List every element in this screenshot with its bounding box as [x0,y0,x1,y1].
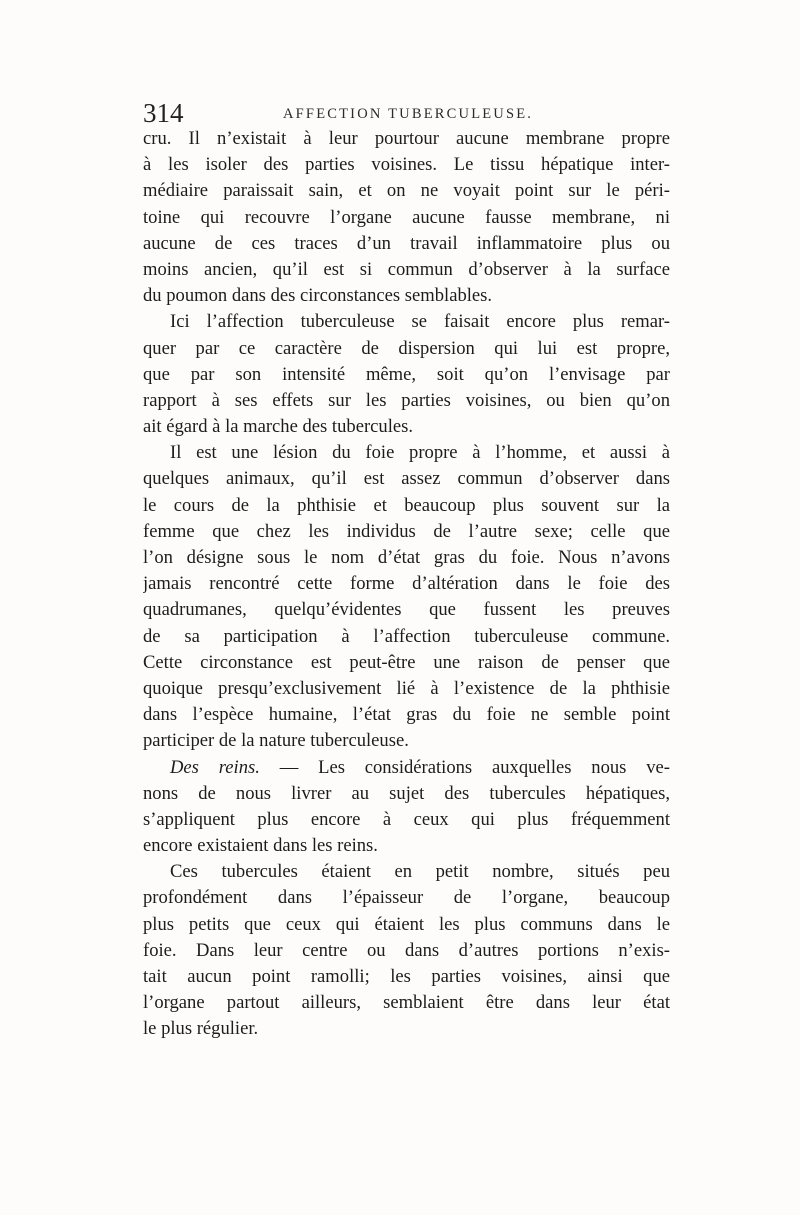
text-line: encore existaient dans les reins. [143,835,378,857]
text-line: rapport à ses effets sur les parties voisines, ou bien qu’on [143,389,670,411]
text-line: foie. Dans leur centre ou dans d’autres portions n’exis- [143,939,670,961]
text-line: Ici l’affection tuberculeuse se faisait encore plus remar- [170,311,670,333]
text-line: que par son intensité même, soit qu’on l’envisage par [143,363,670,385]
text-line: du poumon dans des circonstances semblables. [143,285,493,307]
text-line: Cette circonstance est peut-être une raison de penser que [143,651,670,673]
text-line: Ces tubercules étaient en petit nombre, situés peu [170,861,670,883]
text-line: tait aucun point ramolli; les parties voisines, ainsi que [143,966,670,987]
text-line: cru. Il n’existait à leur pourtour aucune membrane propre [143,128,670,149]
text-line: quelques animaux, qu’il est assez commun d’observer dans [143,468,670,490]
running-head: AFFECTION TUBERCULEUSE. [283,106,534,122]
text-segment: — Les considérations auxquelles nous ve- [279,756,670,778]
text-line: le cours de la phthisie et beaucoup plus souvent sur la [143,494,670,516]
text-line: profondément dans l’épaisseur de l’organe, beaucoup [143,887,670,909]
text-line: jamais rencontré cette forme d’altération dans le foie des [143,573,670,595]
text-line: l’on désigne sous le nom d’état gras du foie. Nous n’avons [143,547,670,568]
text-line: à les isoler des parties voisines. Le tissu hépatique inter- [143,154,670,176]
text-line: nons de nous livrer au sujet des tubercules hépatiques, [143,782,670,804]
section-line [143,755,670,781]
text-line: aucune de ces traces d’un travail inflammatoire plus ou [143,232,670,254]
body-text [143,126,670,1043]
text-line: l’organe partout ailleurs, semblaient être dans leur état [143,992,670,1014]
text-line: Il est une lésion du foie propre à l’homme, et aussi à [170,442,670,464]
text-line: quadrumanes, quelqu’évidentes que fussent les preuves [143,599,670,621]
text-line: quoique presqu’exclusivement lié à l’existence de la phthisie [143,677,670,699]
page-number: 314 [143,98,184,128]
text-line: quer par ce caractère de dispersion qui lui est propre, [143,337,670,359]
text-line: dans l’espèce humaine, l’état gras du foie ne semble point [143,704,670,726]
text-line: médiaire paraissait sain, et on ne voyait point sur le péri- [143,180,670,202]
text-line: de sa participation à l’affection tuberculeuse commune. [143,625,670,647]
text-line: participer de la nature tuberculeuse. [143,730,409,752]
section-heading: Des reins. [170,756,260,778]
text-line: s’appliquent plus encore à ceux qui plus fréquemment [143,808,670,830]
text-line: toine qui recouvre l’organe aucune fausse membrane, ni [143,206,670,228]
text-line: femme que chez les individus de l’autre sexe; celle que [143,520,670,542]
text-line: moins ancien, qu’il est si commun d’observer à la surface [143,258,670,280]
text-line: ait égard à la marche des tubercules. [143,416,413,438]
page-header [143,96,668,130]
text-line: plus petits que ceux qui étaient les plus communs dans le [143,913,670,935]
text-line: le plus régulier. [143,1018,259,1040]
